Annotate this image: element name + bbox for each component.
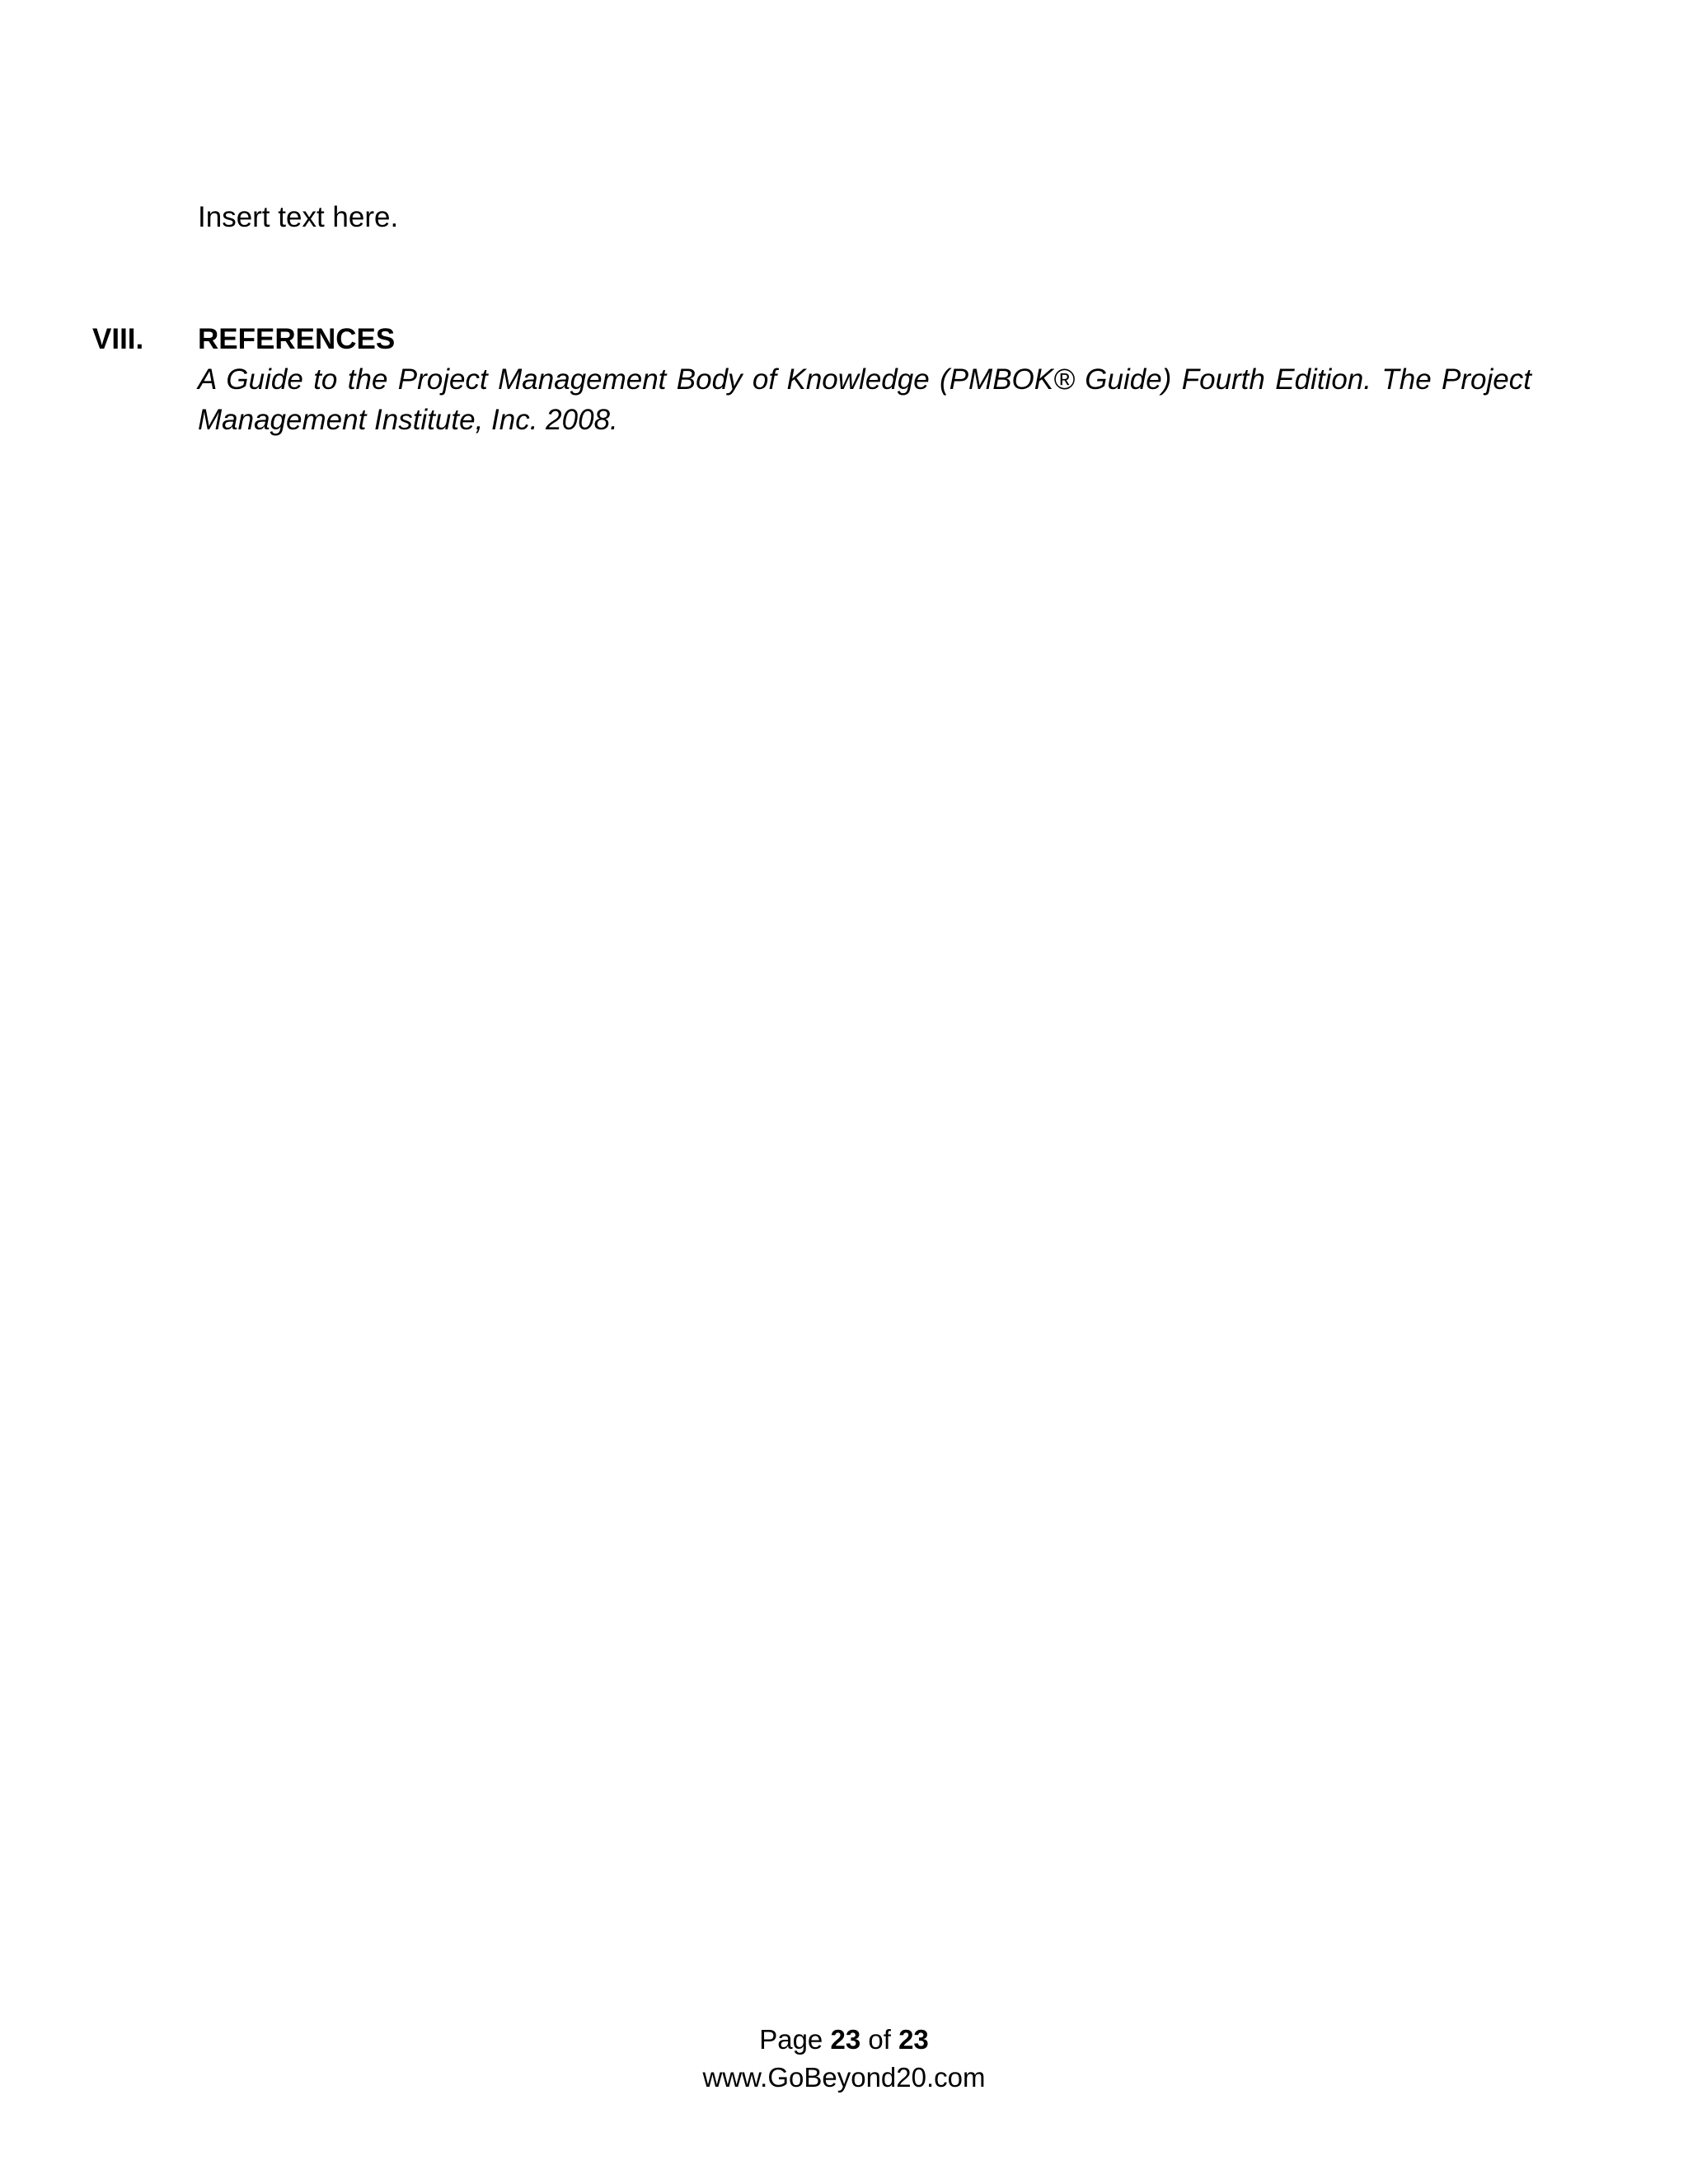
page-prefix: Page xyxy=(759,2024,823,2055)
total-pages-number: 23 xyxy=(898,2024,929,2055)
page-counter xyxy=(0,2021,1688,2059)
website-text: www.GoBeyond20.com xyxy=(702,2062,986,2093)
page-of-text: of xyxy=(868,2024,891,2055)
section-number: VIII. xyxy=(92,323,144,355)
intro-text: Insert text here. xyxy=(198,201,399,233)
page-footer xyxy=(0,2021,1688,2097)
section-title: REFERENCES xyxy=(198,323,396,355)
current-page-number: 23 xyxy=(830,2024,861,2055)
reference-entry: A Guide to the Project Management Body of Knowledge (PMBOK® Guide) Fourth Edition. The Project Management Institute, Inc. 2008. xyxy=(198,363,1531,436)
